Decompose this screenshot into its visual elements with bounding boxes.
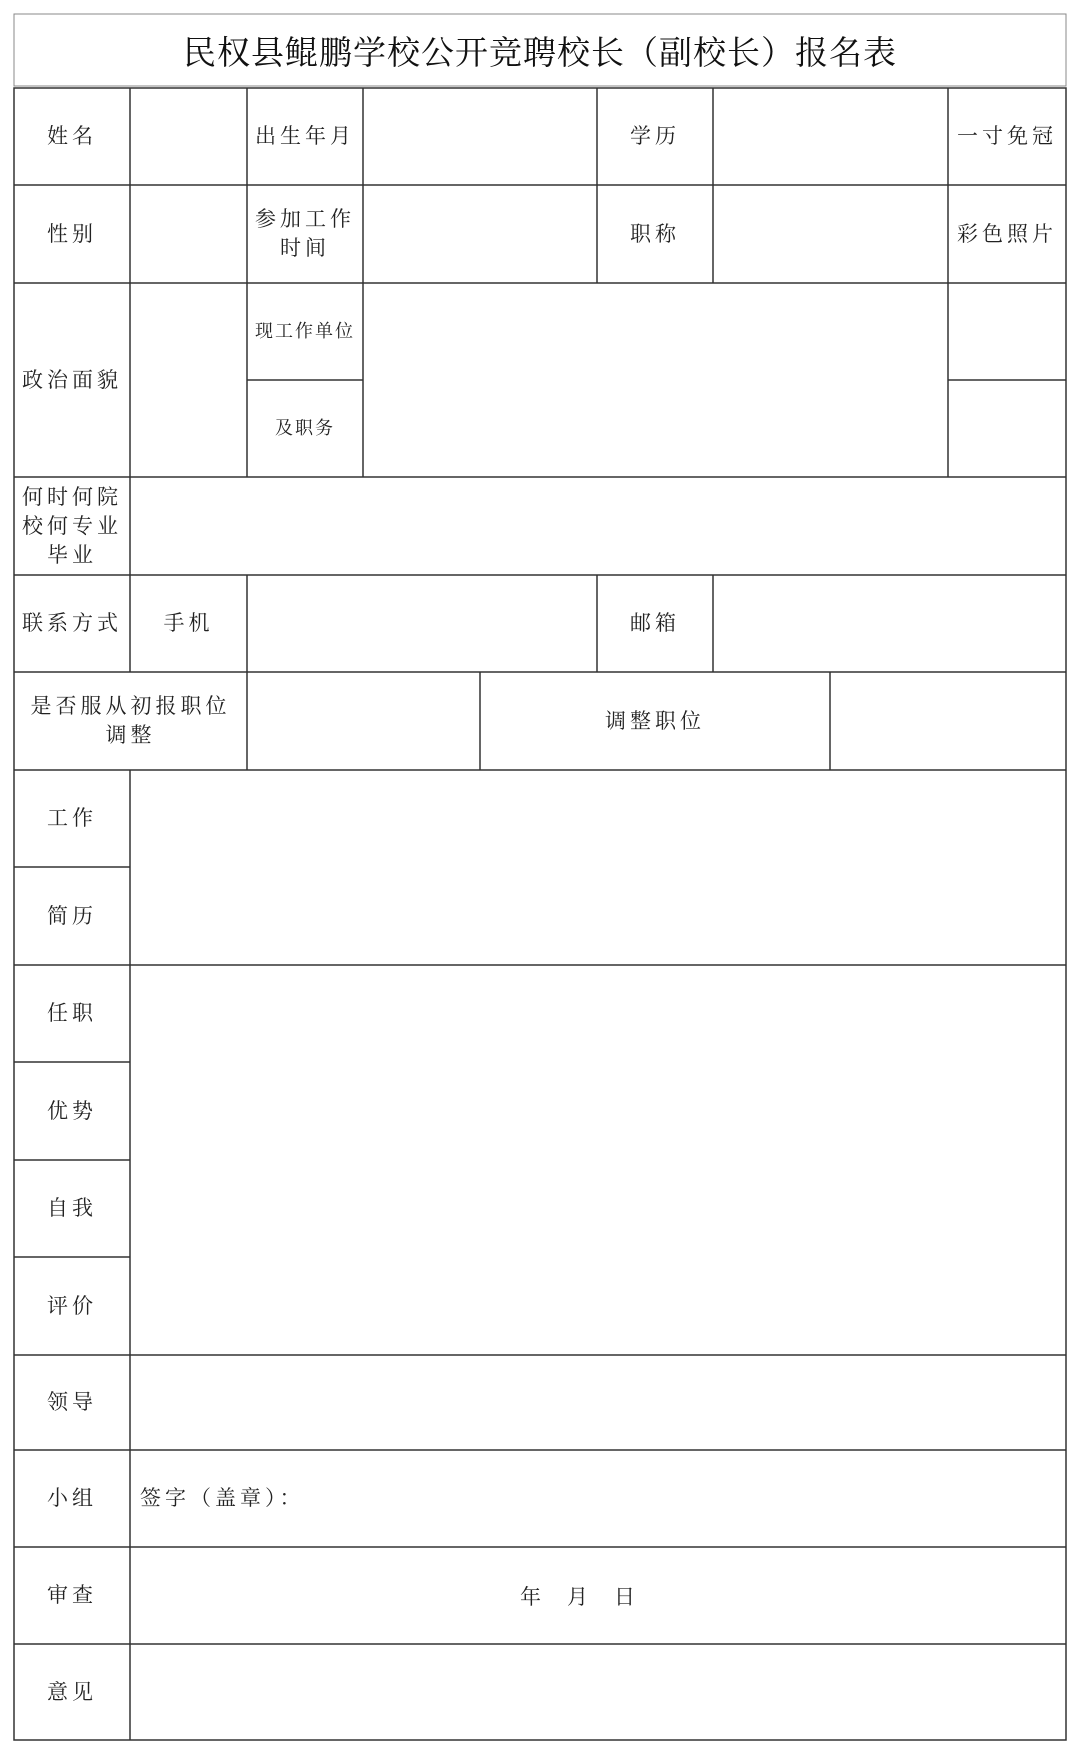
field-gender[interactable] (130, 185, 247, 283)
review-date (130, 1547, 1066, 1644)
label-email: 邮箱 (630, 611, 680, 635)
date-day-label: 日 (614, 1585, 635, 1609)
field-review-extra[interactable] (130, 1644, 1066, 1740)
field-merits-self-evaluation[interactable] (130, 965, 1066, 1355)
label-resume-line2: 简历 (47, 903, 97, 928)
field-email[interactable] (713, 575, 1066, 672)
field-job-title[interactable] (713, 185, 948, 283)
signature-label: 签字（盖章）： (140, 1486, 305, 1510)
label-phone: 手机 (163, 611, 214, 635)
label-graduation-info: 何时何院 校何专业 毕业 (22, 484, 122, 567)
photo-label-line1: 一寸免冠 (957, 124, 1057, 148)
photo-label-line2: 彩色照片 (957, 221, 1057, 246)
label-review-line4: 意见 (47, 1679, 97, 1704)
label-obey-adjustment: 是否服从初报职位 调整 (30, 694, 231, 747)
label-job-title: 职称 (630, 221, 680, 246)
label-resume-line1: 工作 (47, 806, 97, 830)
label-adjust-position: 调整职位 (605, 708, 705, 733)
form-title: 民权县鲲鹏学校公开竞聘校长（副校长）报名表 (183, 32, 897, 72)
photo-area[interactable] (948, 283, 1066, 477)
label-merits-line3: 自我 (47, 1196, 97, 1220)
label-name: 姓名 (47, 124, 97, 148)
label-review-line1: 领导 (47, 1390, 97, 1414)
label-work-start-time: 参加工作 时间 (255, 207, 355, 260)
label-current-unit: 现工作单位 (255, 321, 355, 342)
field-phone[interactable] (247, 575, 597, 672)
label-merits-line2: 优势 (47, 1098, 97, 1123)
field-graduation-info[interactable] (130, 477, 1066, 575)
date-year-label: 年 (520, 1585, 541, 1609)
field-birth-date[interactable] (363, 88, 597, 185)
date-month-label: 月 (567, 1585, 588, 1609)
field-current-unit-position[interactable] (363, 283, 948, 477)
label-political-status: 政治面貌 (22, 367, 122, 392)
label-birth-date: 出生年月 (255, 124, 355, 148)
label-gender: 性别 (47, 221, 97, 246)
label-education: 学历 (630, 124, 680, 148)
field-adjust-position[interactable] (830, 672, 1066, 770)
field-obey-adjustment[interactable] (247, 672, 480, 770)
field-review-opinion[interactable] (130, 1355, 1066, 1450)
field-political-status[interactable] (130, 283, 247, 477)
label-merits-line4: 评价 (47, 1293, 97, 1318)
label-merits-line1: 任职 (47, 1001, 97, 1025)
field-education[interactable] (713, 88, 948, 185)
label-review-line3: 审查 (47, 1583, 97, 1607)
field-work-resume[interactable] (130, 770, 1066, 965)
label-review-line2: 小组 (47, 1486, 97, 1510)
label-current-position: 及职务 (275, 418, 335, 439)
field-work-start-time[interactable] (363, 185, 597, 283)
label-contact: 联系方式 (22, 611, 122, 635)
field-name[interactable] (130, 88, 247, 185)
